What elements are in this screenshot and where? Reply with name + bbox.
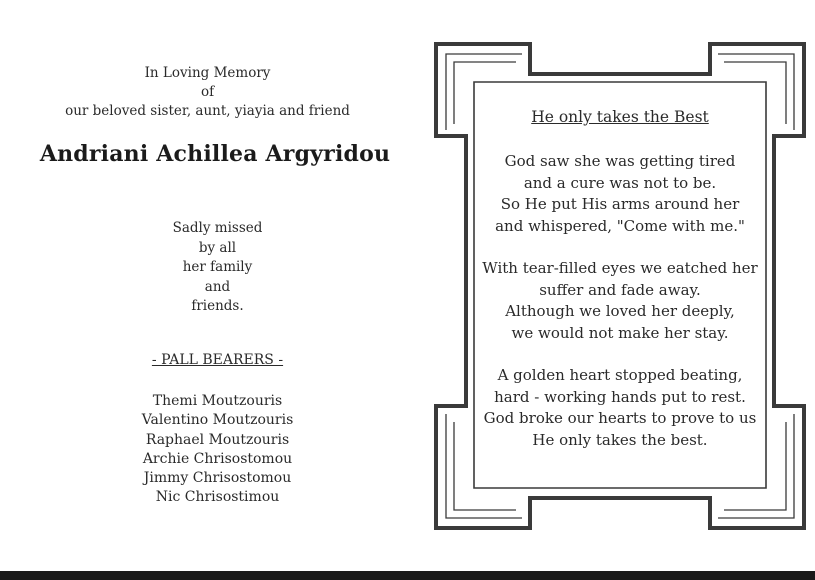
missed-line: friends. — [191, 298, 244, 314]
poem-line: God broke our hearts to prove to us — [483, 409, 757, 427]
pall-bearer-name: Valentino Moutzouris — [141, 412, 294, 429]
memorial-intro — [0, 64, 415, 121]
poem-line: and whispered, "Come with me." — [495, 216, 745, 235]
pall-bearers-heading: - PALL BEARERS - — [151, 352, 284, 368]
pall-bearer-name: Jimmy Chrisostomou — [143, 470, 292, 487]
missed-line: Sadly missed — [172, 220, 263, 236]
poem-line: hard - working hands put to rest. — [494, 387, 746, 406]
poem-line: He only takes the best. — [532, 430, 708, 449]
relation-line: our beloved sister, aunt, yiayia and friend — [65, 103, 350, 119]
deceased-name: Andriani Achillea Argyridou — [39, 141, 391, 167]
poem-stanza — [440, 258, 800, 344]
in-loving-memory-line: In Loving Memory — [144, 65, 271, 81]
poem-line: Although we loved her deeply, — [505, 302, 735, 320]
pall-bearer-name: Nic Chrisostimou — [155, 489, 280, 506]
poem-line: and a cure was not to be. — [523, 173, 717, 192]
poem-line: suffer and fade away. — [539, 280, 701, 299]
poem-body — [440, 151, 800, 472]
poem-title: He only takes the Best — [531, 108, 709, 126]
pall-bearer-name: Raphael Moutzouris — [145, 431, 290, 448]
bottom-edge-bar — [0, 571, 815, 580]
poem-line: So He put His arms around her — [500, 195, 740, 213]
poem-stanza — [440, 365, 800, 451]
missed-line: and — [204, 278, 231, 295]
poem-line: God saw she was getting tired — [504, 152, 736, 170]
missed-line: her family — [182, 259, 253, 275]
of-line: of — [200, 84, 215, 100]
poem-line: we would not make her stay. — [511, 323, 729, 342]
poem-line: A golden heart stopped beating, — [497, 366, 743, 384]
pall-bearers-list — [0, 392, 435, 508]
pall-bearer-name: Archie Chrisostomou — [142, 450, 293, 467]
missed-line: by all — [198, 239, 237, 256]
poem-stanza — [440, 151, 800, 237]
sadly-missed-block — [0, 219, 435, 317]
poem-line: With tear-filled eyes we eatched her — [482, 259, 758, 277]
pall-bearer-name: Themi Moutzouris — [152, 393, 283, 409]
